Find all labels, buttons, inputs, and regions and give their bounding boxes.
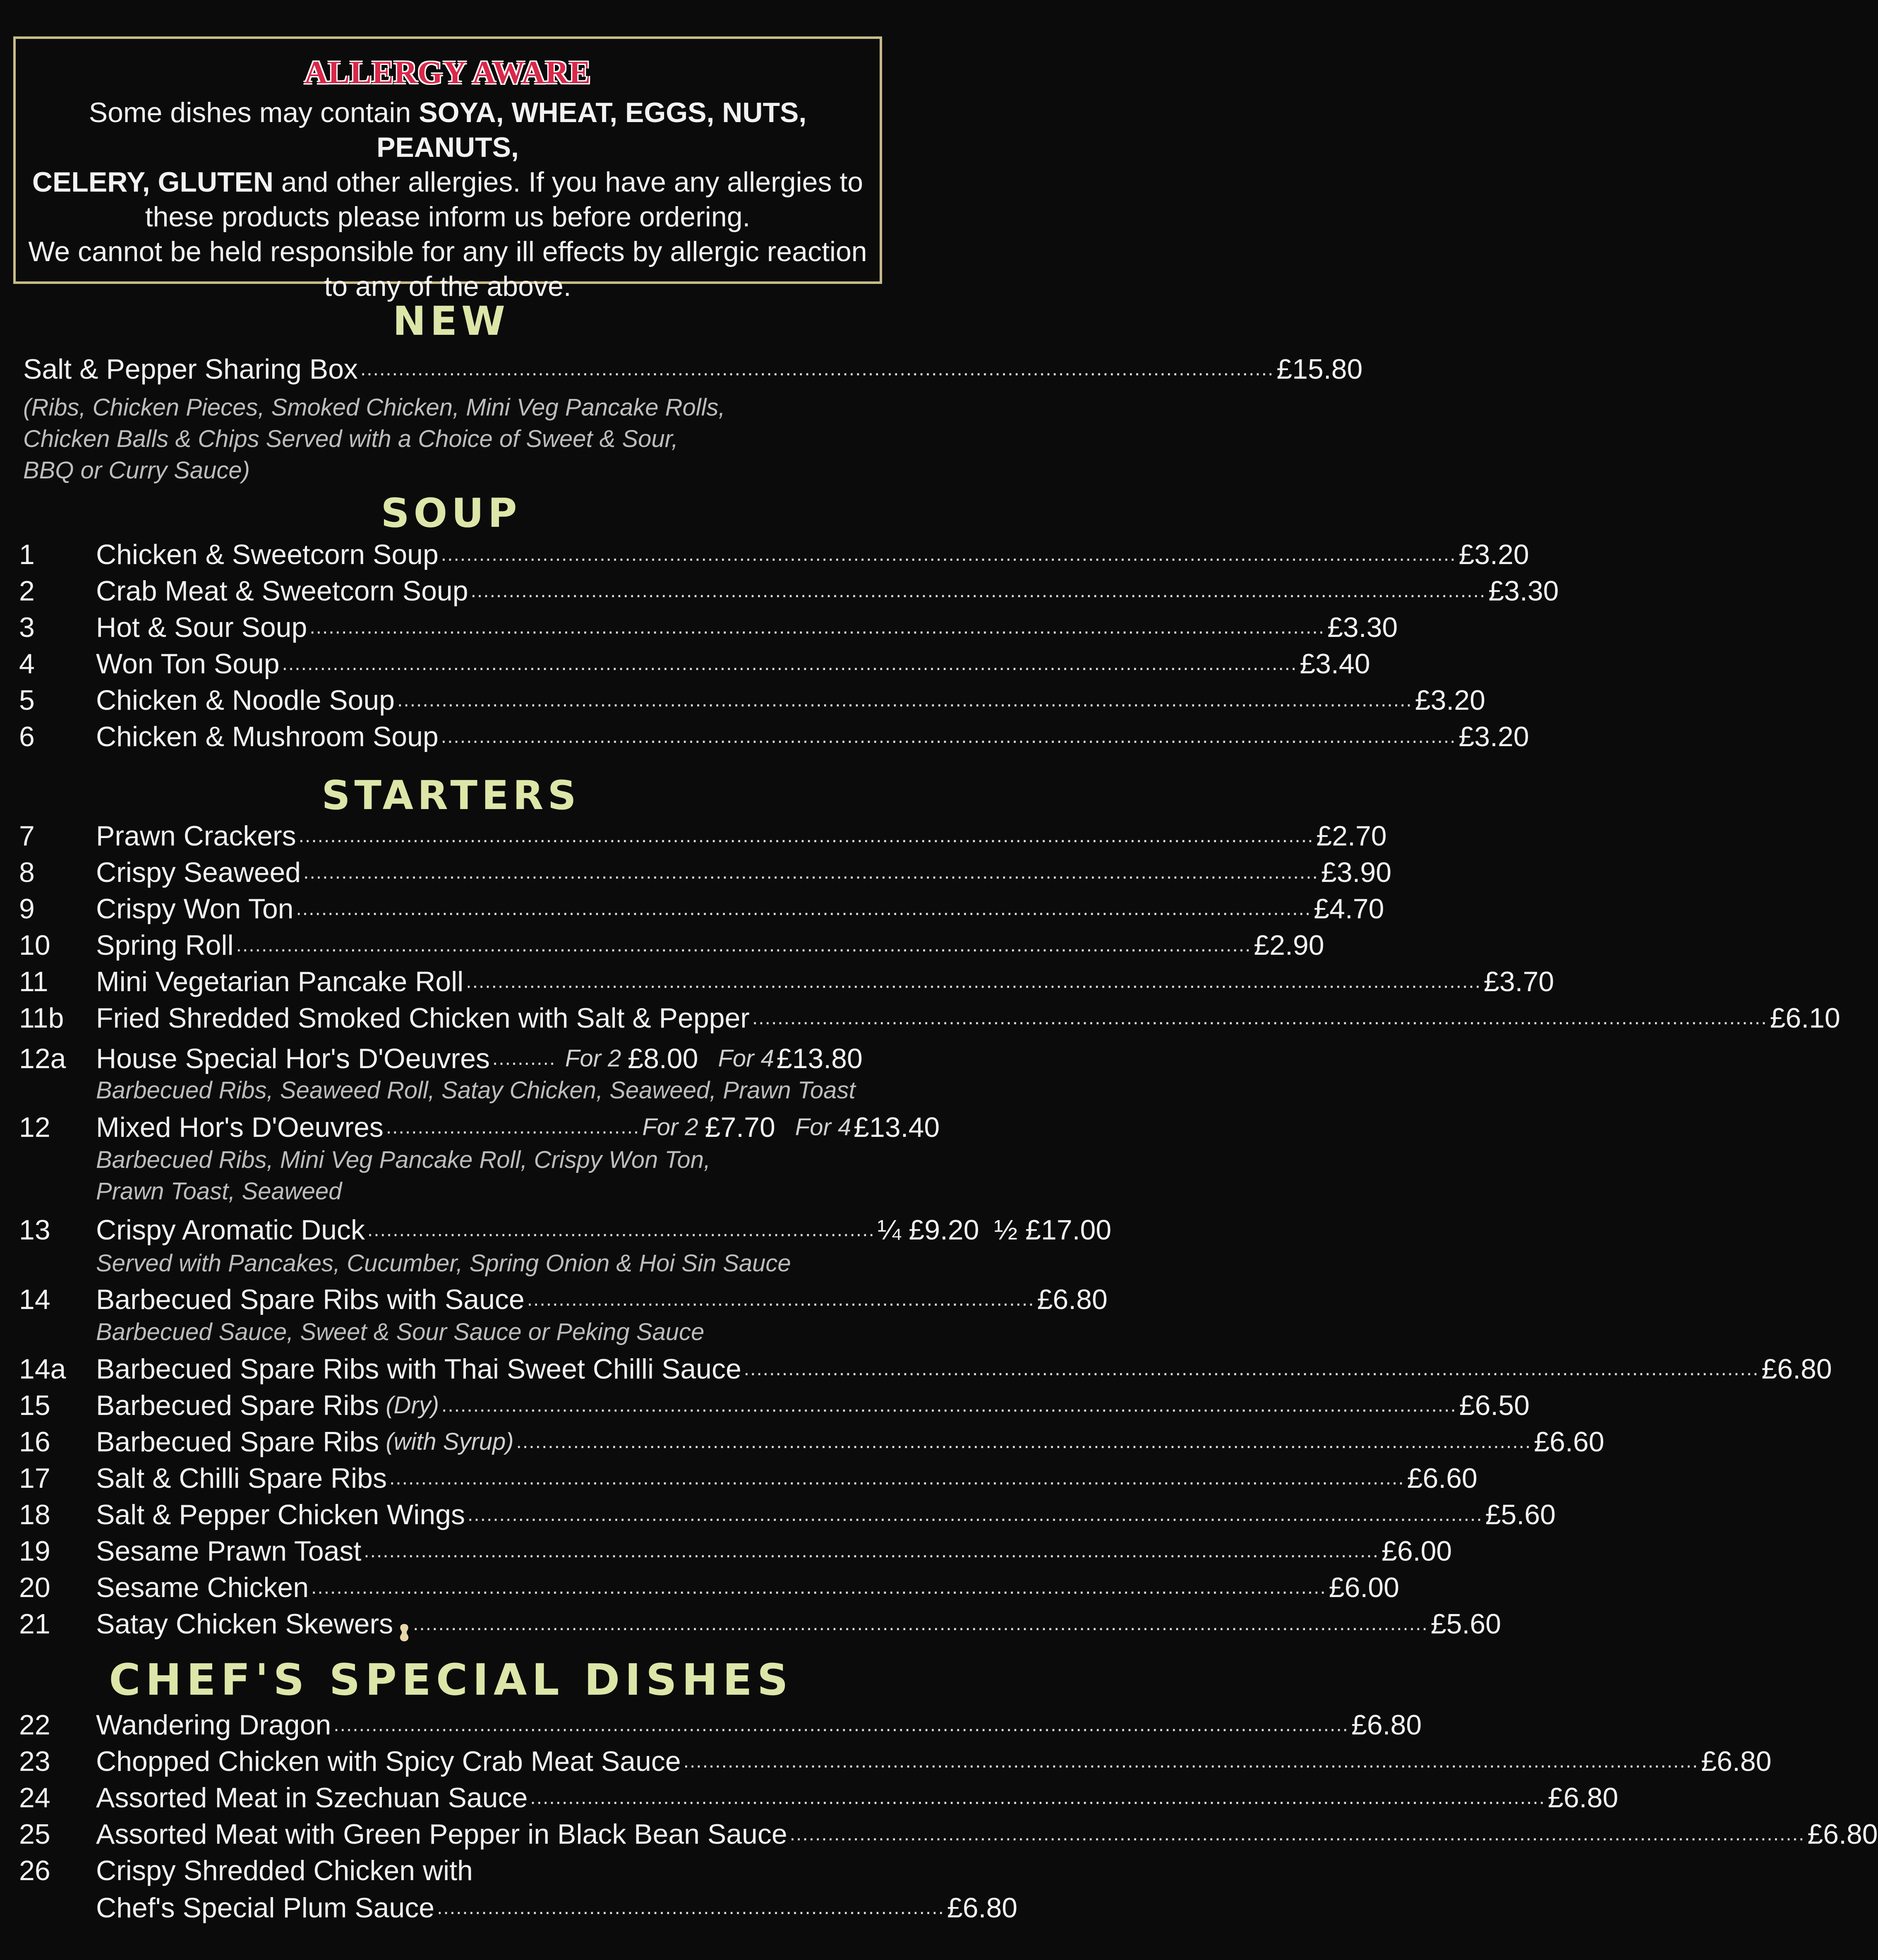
leader-dots: ................................................................................................................................................................ [441,725,1456,747]
item-number: 23 [19,1746,50,1777]
peanut-icon [398,1623,410,1642]
item-name: Barbecued Spare Ribs [96,1426,379,1458]
portion-label: For 4 [718,1045,774,1072]
menu-item [0,1496,1556,1533]
menu-item [0,854,1392,891]
item-number: 12a [19,1043,66,1074]
menu-item [0,963,1554,1000]
menu-item [0,1743,1772,1780]
allergy-line-5: to any of the above. [324,271,571,302]
menu-item [0,1816,1878,1852]
item-description: Barbecued Ribs, Seaweed Roll, Satay Chicken, Seaweed, Prawn Toast [96,1077,856,1104]
leader-dots: ................................................................................................................................................................ [309,616,1325,638]
item-number: 14a [19,1353,66,1385]
item-name: Assorted Meat in Szechuan Sauce [96,1782,528,1813]
leader-dots: ................................................................................................................................................................ [466,970,1482,992]
leader-dots: ................................................................................................................................................................ [789,1823,1805,1845]
item-number: 2 [19,575,35,607]
menu-item [0,1212,1112,1248]
menu-item [0,351,1363,387]
portion-label: For 2 [642,1114,698,1141]
item-name: Chicken & Noodle Soup [96,685,395,716]
item-name: Wandering Dragon [96,1709,331,1741]
section-heading-new: NEW [393,298,509,344]
menu-item [0,1780,1619,1816]
item-price: £3.90 [1321,857,1392,888]
allergy-line-4: We cannot be held responsible for any ill effects by allergic reaction [28,236,867,267]
allergy-line-3: these products please inform us before ordering. [145,201,751,233]
menu-item [0,891,1384,927]
menu-item [0,927,1324,963]
item-name: Salt & Chilli Spare Ribs [96,1463,387,1494]
menu-item [0,682,1485,718]
item-number: 10 [19,930,50,961]
menu-item [0,818,1387,854]
leader-dots: ................................................................................ [367,1219,875,1241]
item-price: £6.80 [1037,1284,1108,1315]
item-price: £3.20 [1458,539,1529,570]
item-price: £3.30 [1327,612,1398,643]
leader-dots: ................................................................................................................................................................ [470,580,1486,602]
leader-dots: .......... [492,1047,556,1069]
leader-dots: ................................................................................................................................................ [360,358,1274,380]
item-price: £6.00 [1329,1572,1399,1603]
item-name: Salt & Pepper Chicken Wings [96,1499,465,1530]
leader-dots: ................................................................................................................................................................ [236,934,1252,956]
item-number: 13 [19,1214,50,1246]
item-number: 6 [19,721,35,752]
item-name: Salt & Pepper Sharing Box [23,353,358,385]
leader-dots: ................................................................................................................................................................ [296,898,1312,920]
menu-item [0,1707,1422,1743]
menu-item [0,573,1559,609]
leader-dots: ................................................................................................................................................................ [516,1431,1532,1453]
item-price: £5.60 [1485,1499,1556,1530]
menu-item [0,1569,1399,1606]
item-number: 24 [19,1782,50,1813]
leader-dots: ................................................................................................................................................................ [683,1750,1699,1772]
item-name: Crispy Aromatic Duck [96,1214,365,1246]
menu-item [0,1533,1452,1569]
menu-item [0,1000,1840,1036]
leader-dots: ................................................................................................................................................................ [744,1358,1759,1380]
item-number: 18 [19,1499,50,1530]
menu-item [0,1351,1832,1387]
allergy-line-1: Some dishes may contain SOYA, WHEAT, EGGS, NUTS, PEANUTS, [89,97,807,163]
item-number: 12 [19,1112,50,1143]
item-number: 11 [19,966,48,997]
menu-item-continued [0,1890,1018,1926]
menu-item [0,718,1529,755]
item-name: Sesame Chicken [96,1572,309,1603]
leader-dots: ................................................................................................................................................................ [530,1787,1546,1809]
leader-dots: ................................................................................................................................................................ [397,689,1413,711]
item-price: £3.20 [1458,721,1529,752]
item-number: 20 [19,1572,50,1603]
item-price: £6.10 [1770,1002,1840,1034]
item-description: Served with Pancakes, Cucumber, Spring Onion & Hoi Sin Sauce [96,1250,791,1277]
item-price: £6.00 [1382,1535,1452,1567]
item-number: 26 [19,1855,50,1886]
allergy-line-2: CELERY, GLUTEN and other allergies. If you have any allergies to [32,166,863,198]
section-heading-chef: CHEF'S SPECIAL DISHES [109,1655,793,1705]
item-name: Chicken & Mushroom Soup [96,721,439,752]
item-name: Mini Vegetarian Pancake Roll [96,966,464,997]
item-description: (Ribs, Chicken Pieces, Smoked Chicken, Mini Veg Pancake Rolls, [23,394,725,421]
item-price: £15.80 [1276,353,1363,385]
leader-dots: ................................................................................................................................................................ [333,1714,1349,1736]
item-description: BBQ or Curry Sauce) [23,457,250,484]
section-heading-starters: STARTERS [321,772,580,819]
leader-dots: ........................................ [386,1116,640,1138]
item-name: Assorted Meat with Green Pepper in Black Bean Sauce [96,1818,787,1850]
item-price: £6.80 [1351,1709,1422,1741]
item-name: Sesame Prawn Toast [96,1535,362,1567]
menu-item [0,1281,1108,1318]
item-name: Chicken & Sweetcorn Soup [96,539,439,570]
item-number: 22 [19,1709,50,1741]
item-price: £3.70 [1484,966,1554,997]
item-price: £6.80 [1548,1782,1619,1813]
menu-item [0,1460,1477,1496]
item-price: £6.80 [947,1892,1018,1924]
item-price: £6.60 [1407,1463,1477,1494]
item-name: Chopped Chicken with Spicy Crab Meat Sauce [96,1746,681,1777]
menu-item [0,646,1370,682]
item-note: (with Syrup) [386,1428,514,1455]
item-price: ½ £17.00 [994,1214,1112,1246]
item-description: Chicken Balls & Chips Served with a Choice of Sweet & Sour, [23,425,678,452]
menu-item [0,1606,1501,1642]
allergy-title: ALLERGY AWARE [304,54,591,90]
leader-dots: ................................................................................................................................................................ [303,861,1319,883]
item-name: Chef's Special Plum Sauce [96,1892,435,1924]
item-price: £7.70 [705,1112,775,1143]
item-description: Barbecued Sauce, Sweet & Sour Sauce or Peking Sauce [96,1319,705,1345]
item-name: House Special Hor's D'Oeuvres [96,1043,490,1074]
item-name: Barbecued Spare Ribs with Thai Sweet Chilli Sauce [96,1353,741,1385]
item-name: Spring Roll [96,930,234,961]
item-price: £13.80 [776,1043,863,1074]
allergy-notice [13,36,882,302]
portion-label: For 4 [795,1114,851,1141]
item-number: 8 [19,857,35,888]
item-number: 17 [19,1463,50,1494]
item-number: 3 [19,612,35,643]
leader-dots: ................................................................................................................................................................ [389,1467,1405,1489]
section-heading-soup: SOUP [381,490,521,536]
item-name: Satay Chicken Skewers [96,1608,393,1640]
leader-dots: ................................................................................................................................................................ [441,1394,1457,1416]
leader-dots: ................................................................................................................................................................ [298,825,1314,847]
menu-item [0,1040,902,1077]
portion-label: For 2 [565,1045,621,1072]
item-price: £6.80 [1761,1353,1832,1385]
leader-dots: ................................................................................................................................................................ [467,1504,1483,1525]
menu-item [0,1109,940,1146]
item-number: 7 [19,820,35,852]
item-price: £6.80 [1807,1818,1878,1850]
item-price: £2.70 [1316,820,1387,852]
leader-dots: ................................................................................................................................................................ [413,1613,1428,1635]
item-price: £3.20 [1415,685,1485,716]
item-number: 21 [19,1608,50,1640]
item-number: 11b [19,1002,64,1034]
leader-dots: ................................................................................................................................................................ [282,653,1298,675]
item-name: Barbecued Spare Ribs with Sauce [96,1284,525,1315]
leader-dots: ................................................................................................................................................................ [752,1007,1768,1029]
item-price: £6.80 [1701,1746,1772,1777]
leader-dots: ................................................................................ [527,1288,1035,1310]
item-name: Fried Shredded Smoked Chicken with Salt & Pepper [96,1002,750,1034]
item-price: £8.00 [628,1043,698,1074]
item-number: 25 [19,1818,50,1850]
item-number: 4 [19,648,35,680]
leader-dots: ................................................................................................................................................................ [311,1576,1326,1598]
leader-dots: ................................................................................................................................................................ [441,543,1456,565]
item-number: 14 [19,1284,50,1315]
item-name: Barbecued Spare Ribs [96,1390,379,1421]
item-price: £3.30 [1488,575,1559,607]
item-name: Prawn Crackers [96,820,296,852]
item-name: Crispy Seaweed [96,857,301,888]
item-description: Barbecued Ribs, Mini Veg Pancake Roll, Crispy Won Ton, [96,1146,711,1173]
leader-dots: ................................................................................ [437,1897,945,1919]
item-price: £13.40 [854,1112,940,1143]
item-price: £2.90 [1254,930,1324,961]
item-price: £6.60 [1534,1426,1605,1458]
item-price: £3.40 [1300,648,1370,680]
item-name: Crispy Shredded Chicken with [96,1855,473,1886]
item-price: ¼ £9.20 [877,1214,979,1246]
item-number: 5 [19,685,35,716]
menu-item [0,609,1398,646]
menu-item [0,1387,1530,1424]
item-price: £5.60 [1430,1608,1501,1640]
item-price: £4.70 [1314,893,1384,925]
menu-item [0,1852,902,1889]
item-note: (Dry) [386,1392,439,1419]
item-number: 15 [19,1390,50,1421]
item-number: 9 [19,893,35,925]
item-name: Crispy Won Ton [96,893,294,925]
item-name: Won Ton Soup [96,648,280,680]
leader-dots: ................................................................................................................................................................ [364,1540,1379,1562]
item-number: 1 [19,539,35,570]
item-number: 19 [19,1535,50,1567]
menu-item [0,536,1529,573]
item-name: Crab Meat & Sweetcorn Soup [96,575,468,607]
menu-item [0,1424,1605,1460]
item-name: Mixed Hor's D'Oeuvres [96,1112,384,1143]
item-name: Hot & Sour Soup [96,612,307,643]
item-description: Prawn Toast, Seaweed [96,1178,342,1205]
item-number: 16 [19,1426,50,1458]
item-price: £6.50 [1459,1390,1530,1421]
